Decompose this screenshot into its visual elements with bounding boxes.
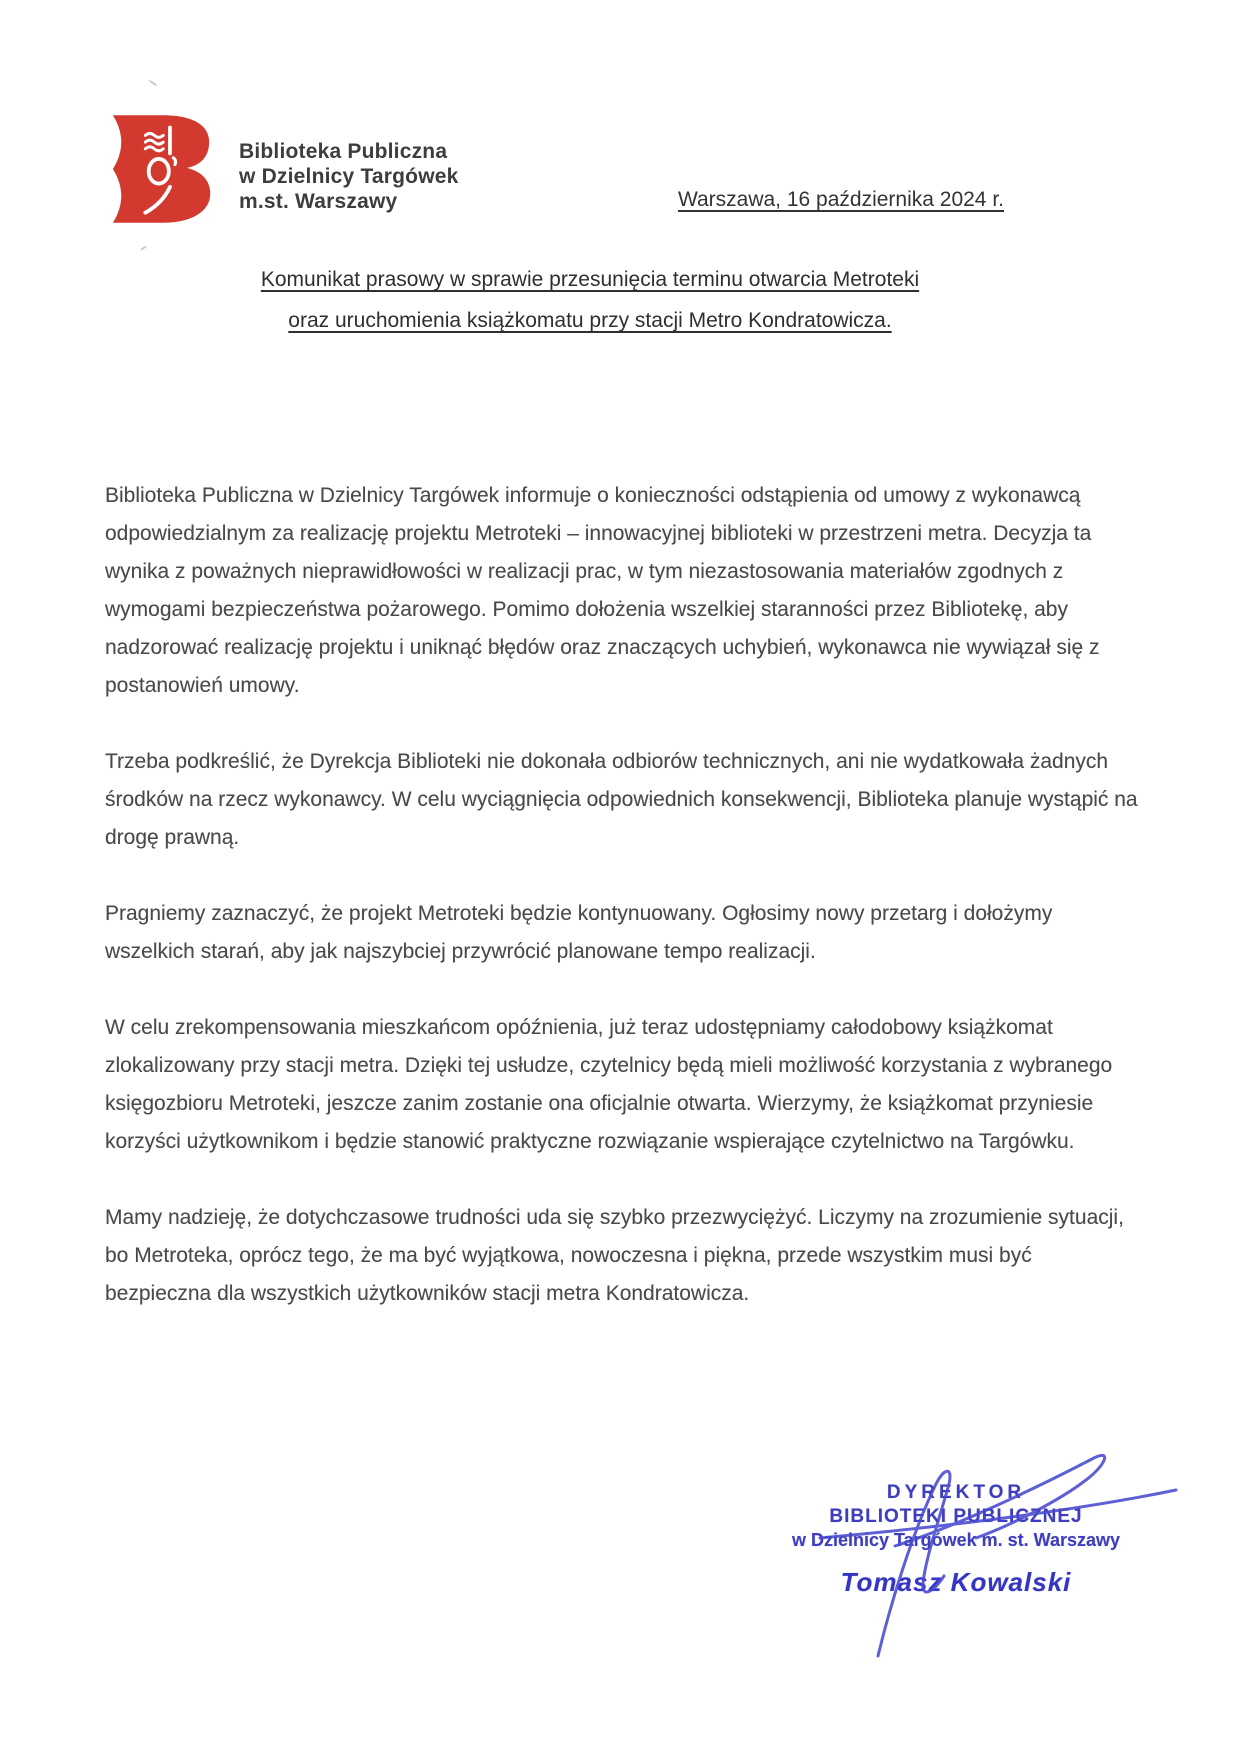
document-body	[105, 477, 1139, 1351]
paragraph-4: W celu zrekompensowania mieszkańcom opóźnienia, już teraz udostępniamy całodobowy książkomat zlokalizowany przy stacji metra. Dzięki tej usłudze, czytelnicy będą mieli możliwość korzystania z wybranego księgozbioru Metroteki, jeszcze zanim zostanie ona oficjalnie otwarta. Wierzymy, że książkomat przyniesie korzyści użytkownikom i będzie stanowić praktyczne rozwiązanie wspierające czytelnictwo na Targówku.	[105, 1016, 1113, 1153]
library-logo-icon	[105, 113, 217, 225]
title-line-2: oraz uruchomienia książkomatu przy stacji Metro Kondratowicza.	[288, 309, 892, 332]
scan-artifact	[140, 245, 147, 250]
paragraph-3: Pragniemy zaznaczyć, że projekt Metroteki będzie kontynuowany. Ogłosimy nowy przetarg i dołożymy wszelkich starań, aby jak najszybciej przywrócić planowane tempo realizacji.	[105, 902, 1053, 963]
director-stamp	[756, 1482, 1156, 1598]
title-line-1: Komunikat prasowy w sprawie przesunięcia terminu otwarcia Metroteki	[260, 268, 920, 291]
paragraph-1: Biblioteka Publiczna w Dzielnicy Targówek informuje o konieczności odstąpienia od umowy z wykonawcą odpowiedzialnym za realizację projektu Metroteki – innowacyjnej biblioteki w przestrzeni metra. Decyzja ta wynika z poważnych nieprawidłowości w realizacji prac, w tym niezastosowania materiałów zgodnych z wymogami bezpieczeństwa pożarowego. Pomimo dołożenia wszelkiej staranności przez Bibliotekę, aby nadzorować realizację projektu i uniknąć błędów oraz znaczących uchybień, wykonawca nie wywiązał się z postanowień umowy.	[105, 484, 1100, 697]
paragraph-5: Mamy nadzieję, że dotychczasowe trudności uda się szybko przezwyciężyć. Liczymy na zrozumienie sytuacji, bo Metroteka, oprócz tego, że ma być wyjątkowa, nowoczesna i piękna, przede wszystkim musi być bezpieczna dla wszystkich użytkowników stacji metra Kondratowicza.	[105, 1206, 1124, 1305]
letterhead	[105, 113, 459, 225]
scan-artifact	[148, 79, 157, 86]
document-title	[0, 259, 1180, 341]
stamp-title: DYREKTOR	[886, 1482, 1026, 1503]
brand-line-1: Biblioteka Publiczna	[239, 140, 448, 163]
paragraph-2: Trzeba podkreślić, że Dyrekcja Biblioteki nie dokonała odbiorów technicznych, ani nie wydatkowała żadnych środków na rzecz wykonawcy. W celu wyciągnięcia odpowiednich konsekwencji, Biblioteka planuje wystąpić na drogę prawną.	[105, 750, 1138, 849]
brand-line-2: w Dzielnicy Targówek	[239, 165, 459, 188]
stamp-district-line: w Dzielnicy Targówek m. st. Warszawy	[791, 1530, 1121, 1550]
stamp-org-line: BIBLIOTEKI PUBLICZNEJ	[829, 1506, 1083, 1527]
dateline: Warszawa, 16 października 2024 r.	[677, 188, 1004, 211]
stamp-director-name: Tomasz Kowalski	[840, 1567, 1072, 1597]
brand-line-3: m.st. Warszawy	[239, 190, 398, 213]
brand-name	[239, 113, 459, 225]
